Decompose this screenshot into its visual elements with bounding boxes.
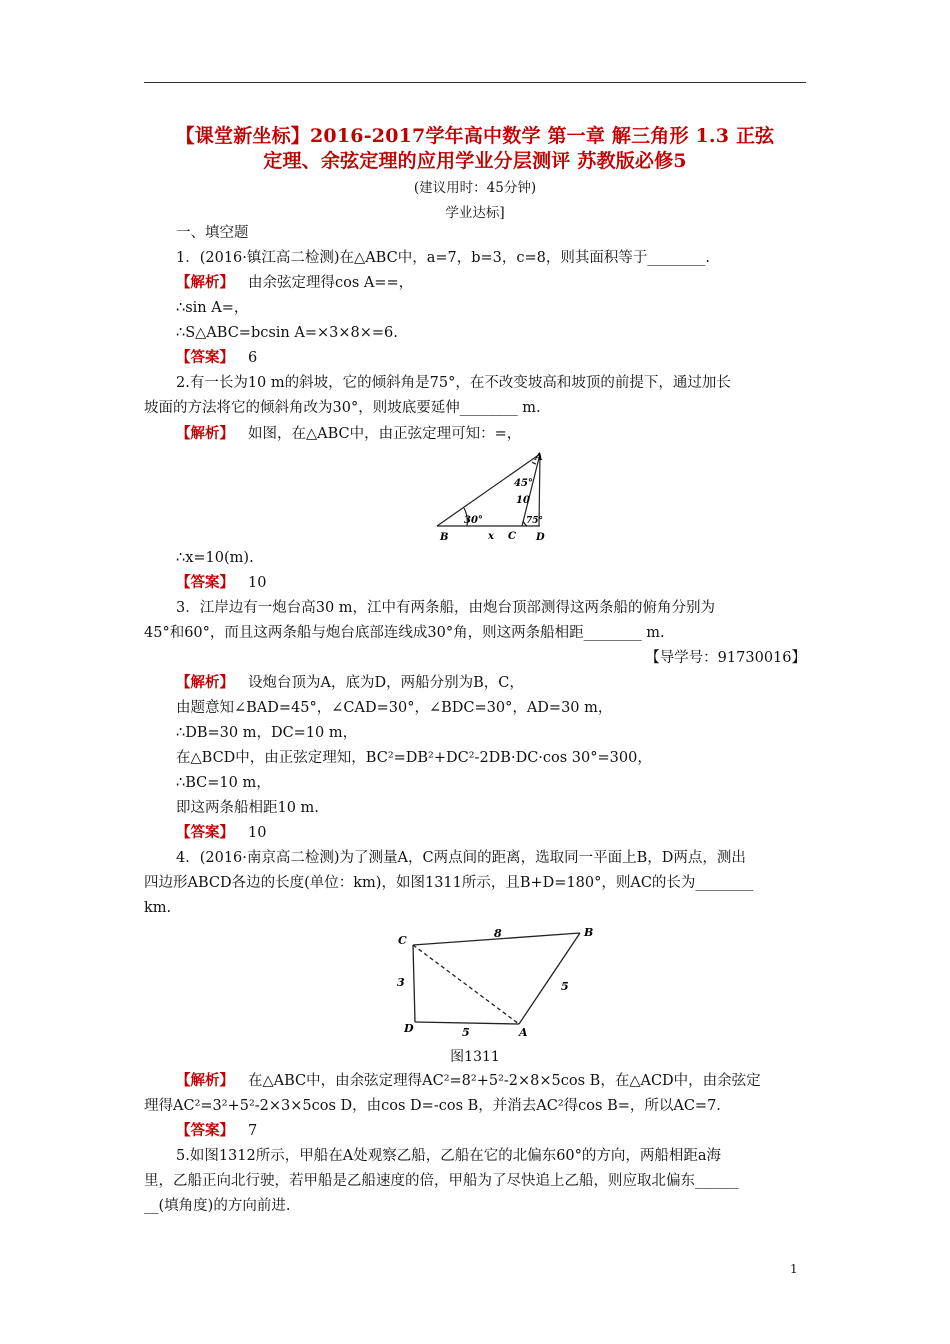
section-label: 学业达标]	[445, 205, 505, 221]
q5-stem: 5.如图1312所示，甲船在A处观察乙船，乙船在它的北偏东60°的方向，两船相距a海	[176, 1148, 722, 1164]
side-AB: 5	[561, 980, 569, 993]
figure-caption: 图1311	[450, 1049, 500, 1065]
q3-answer: 【答案】 10	[176, 824, 267, 841]
q3-solution-line: ∴DB=30 m，DC=10 m，	[176, 725, 358, 741]
label-A: A	[519, 1026, 528, 1039]
q5-stem: __(填角度)的方向前进.	[144, 1198, 291, 1214]
q1-solution-line: ∴S△ABC=bcsin A=×3×8×=6.	[176, 325, 398, 341]
q4-stem: 四边形ABCD各边的长度(单位：km)，如图1311所示，且B+D=180°，则AC的长为________	[144, 875, 754, 891]
answer-label: 【答案】	[176, 574, 234, 591]
q2-stem: 坡面的方法将它的倾斜角改为30°，则坡底要延伸________ m.	[144, 400, 541, 416]
q3-solution-line: 在△BCD中，由正弦定理知，BC²=DB²+DC²-2DB·DC·cos 30°=300，	[176, 750, 652, 766]
q3-stem: 3．江岸边有一炮台高30 m，江中有两条船，由炮台顶部测得这两条船的俯角分别为	[176, 600, 716, 616]
header-rule	[144, 82, 806, 83]
q3-solution-line: 即这两条船相距10 m.	[176, 800, 319, 816]
slope-triangle-figure	[430, 448, 555, 544]
quadrilateral-figure	[386, 922, 606, 1044]
q3-solution-line: ∴BC=10 m，	[176, 775, 271, 791]
q2-stem: 2.有一长为10 m的斜坡，它的倾斜角是75°，在不改变坡高和坡顶的前提下，通过加长	[176, 375, 731, 391]
time-note: (建议用时：45分钟)	[413, 180, 537, 196]
label-C: C	[508, 531, 516, 542]
document-title	[144, 124, 806, 174]
label-D: D	[404, 1022, 414, 1035]
jiexi-label: 【解析】	[176, 274, 234, 291]
section-heading: 一、填空题	[176, 225, 249, 241]
side-DA: 5	[462, 1026, 470, 1039]
jiexi-label: 【解析】	[176, 1072, 234, 1089]
angle-30: 30°	[464, 515, 483, 526]
q3-solution-line: 【解析】 设炮台顶为A，底为D，两船分别为B，C，	[176, 674, 524, 691]
q1-solution-line: ∴sin A=，	[176, 300, 249, 316]
label-B: B	[584, 926, 594, 939]
label-D: D	[536, 532, 545, 543]
label-A: A	[535, 452, 543, 463]
q1-solution-line: 【解析】 由余弦定理得cos A==，	[176, 274, 414, 291]
q4-solution-line: 【解析】 在△ABC中，由余弦定理得AC²=8²+5²-2×8×5cos B，在△ACD中，由余弦定	[176, 1072, 761, 1089]
title-line-1: 【课堂新坐标】2016-2017学年高中数学 第一章 解三角形 1.3 正弦	[175, 125, 775, 147]
q1-answer: 【答案】 6	[176, 349, 258, 366]
label-x: x	[488, 531, 494, 542]
title-line-2: 定理、余弦定理的应用学业分层测评 苏教版必修5	[263, 150, 687, 172]
q2-answer: 【答案】 10	[176, 574, 267, 591]
jiexi-label: 【解析】	[176, 425, 234, 442]
angle-75: 75°	[526, 516, 544, 526]
q3-stem: 45°和60°，而且这两条船与炮台底部连线成30°角，则这两条船相距________ m.	[144, 625, 665, 641]
q2-solution-line: 【解析】 如图，在△ABC中，由正弦定理可知：=，	[176, 425, 522, 442]
side-10: 10	[516, 495, 530, 506]
side-CB: 8	[494, 927, 502, 940]
angle-45: 45°	[514, 478, 533, 489]
guide-number: 【导学号：91730016】	[645, 650, 806, 666]
q4-stem: km.	[144, 900, 172, 916]
jiexi-label: 【解析】	[176, 674, 234, 691]
answer-label: 【答案】	[176, 1122, 234, 1139]
q5-stem: 里，乙船正向北行驶，若甲船是乙船速度的倍，甲船为了尽快追上乙船，则应取北偏东______	[144, 1173, 739, 1189]
label-B: B	[440, 532, 449, 543]
q2-solution-line: ∴x=10(m).	[176, 550, 254, 566]
answer-label: 【答案】	[176, 349, 234, 366]
q1-stem: 1．(2016·镇江高二检测)在△ABC中，a=7，b=3，c=8，则其面积等于________.	[176, 250, 710, 266]
label-C: C	[398, 934, 407, 947]
q4-solution-line: 理得AC²=3²+5²-2×3×5cos D，由cos D=-cos B，并消去AC²得cos B=，所以AC=7.	[144, 1098, 721, 1114]
answer-label: 【答案】	[176, 824, 234, 841]
q4-stem: 4．(2016·南京高二检测)为了测量A，C两点间的距离，选取同一平面上B，D两点，测出	[176, 850, 746, 866]
q4-answer: 【答案】 7	[176, 1122, 258, 1139]
page-number: 1	[790, 1262, 798, 1276]
side-CD: 3	[397, 976, 405, 989]
q3-solution-line: 由题意知∠BAD=45°，∠CAD=30°，∠BDC=30°，AD=30 m，	[176, 700, 613, 716]
